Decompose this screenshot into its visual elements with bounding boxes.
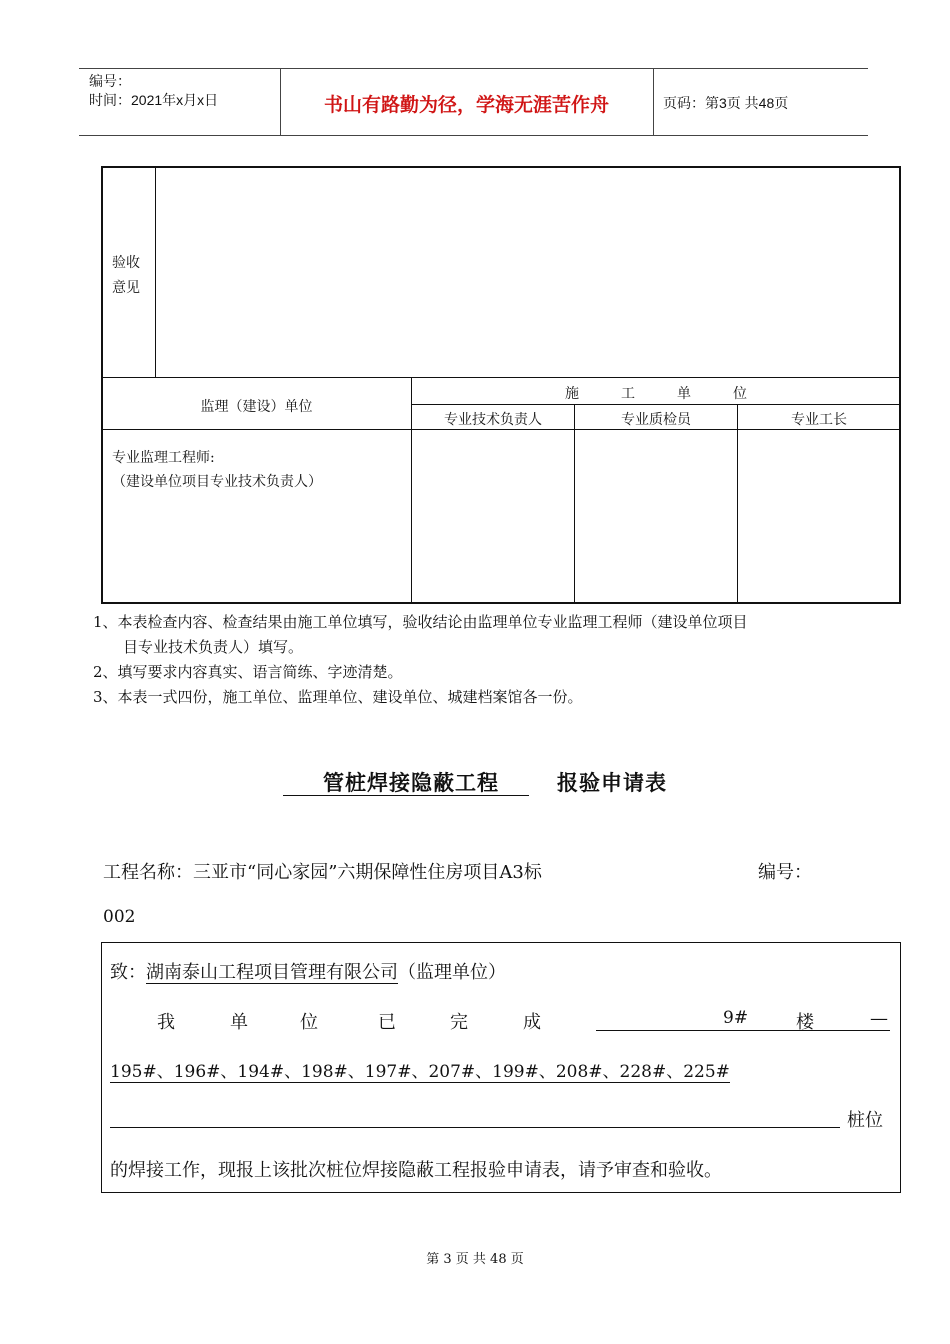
note-line: 3、本表一式四份，施工单位、监理单位、建设单位、城建档案馆各一份。 (93, 688, 583, 706)
supervisor-engineer-label: 专业监理工程师: (112, 450, 215, 466)
opinion-label: 意见 (112, 280, 140, 296)
header-divider (653, 68, 654, 135)
owner-tech-lead-label: （建设单位项目专业技术负责人） (112, 474, 322, 490)
addressee-line (110, 958, 506, 984)
header-top-rule (79, 68, 868, 69)
number-label: 编号： (758, 862, 812, 883)
header-bottom-rule (79, 135, 868, 136)
form-title (0, 767, 950, 797)
completed-word: 我 (157, 1012, 175, 1033)
completed-word: 位 (300, 1012, 318, 1033)
to-prefix: 致： (110, 962, 146, 983)
form-title-suffix: 报验申请表 (557, 770, 667, 795)
building-suffix: 楼 (796, 1012, 814, 1033)
number-value: 002 (103, 907, 136, 927)
opinion-label: 验收 (112, 255, 140, 271)
construction-unit-header: 施 工 单 位 (565, 386, 747, 402)
supervisor-unit-header: 监理（建设）单位 (200, 399, 313, 415)
note-line: 1、本表检查内容、检查结果由施工单位填写，验收结论由监理单位专业监理工程师（建设单位项目 (93, 613, 748, 631)
col-quality-inspector: 专业质检员 (621, 412, 691, 428)
form-title-main: 管桩焊接隐蔽工程 (283, 770, 529, 796)
page-footer: 第 3 页 共 48 页 (426, 1252, 524, 1267)
pile-position-label: 桩位 (847, 1110, 883, 1131)
building-underline (596, 1030, 890, 1031)
dash: — (870, 1008, 888, 1029)
blank-underline (110, 1127, 840, 1128)
pile-list: 195#、196#、194#、198#、197#、207#、199#、208#、228#、225# (110, 1057, 730, 1083)
completed-word: 单 (230, 1012, 248, 1033)
date-label: 时间：2021年x月x日 (89, 92, 219, 108)
header-motto: 书山有路勤为径，学海无涯苦作舟 (323, 94, 609, 116)
closing-statement: 的焊接工作，现报上该批次桩位焊接隐蔽工程报验申请表，请予审查和验收。 (110, 1160, 722, 1181)
serial-label: 编号： (89, 73, 131, 89)
supervisor-company: 湖南泰山工程项目管理有限公司 (146, 962, 398, 983)
project-name: 工程名称：三亚市“同心家园”六期保障性住房项目A3标 (103, 862, 542, 883)
note-line: 目专业技术负责人）填写。 (93, 638, 304, 656)
col-tech-lead: 专业技术负责人 (444, 412, 542, 428)
page-indicator: 页码：第3页 共48页 (663, 95, 789, 111)
col-foreman: 专业工长 (791, 412, 847, 428)
to-suffix: （监理单位） (398, 962, 506, 983)
completed-word: 成 (523, 1012, 541, 1033)
completed-word: 已 (378, 1012, 396, 1033)
building-number: 9# (723, 1008, 749, 1028)
completed-word: 完 (450, 1012, 468, 1033)
note-line: 2、填写要求内容真实、语言简练、字迹清楚。 (93, 663, 403, 681)
